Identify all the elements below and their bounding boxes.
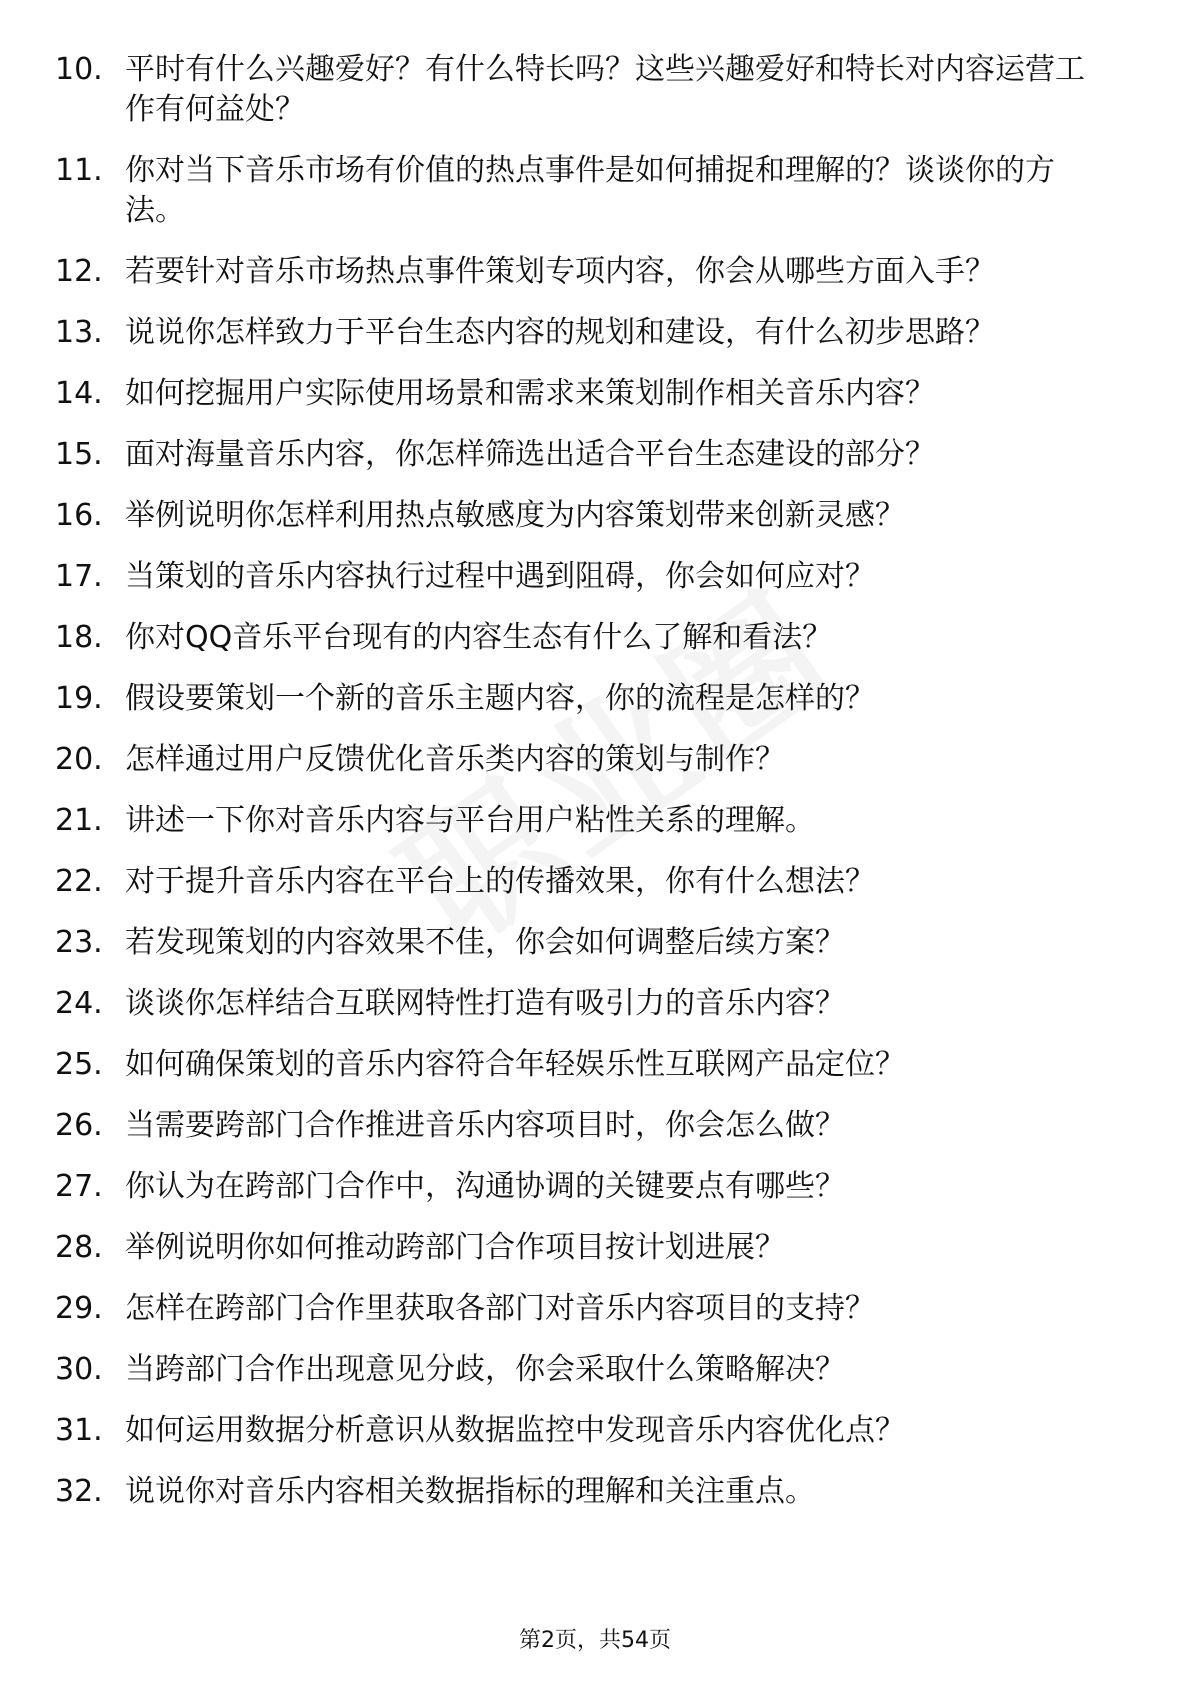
question-text: 如何运用数据分析意识从数据监控中发现音乐内容优化点？ bbox=[125, 1413, 905, 1448]
question-number: 17. bbox=[55, 559, 103, 594]
question-item bbox=[0, 151, 1190, 231]
question-number: 13. bbox=[55, 315, 103, 350]
question-item bbox=[0, 618, 1190, 658]
question-text: 说说你对音乐内容相关数据指标的理解和关注重点。 bbox=[125, 1474, 815, 1509]
question-number: 14. bbox=[55, 376, 103, 411]
question-text: 举例说明你怎样利用热点敏感度为内容策划带来创新灵感？ bbox=[125, 498, 905, 533]
question-number: 10. bbox=[55, 52, 103, 87]
question-number: 20. bbox=[55, 742, 103, 777]
question-text: 谈谈你怎样结合互联网特性打造有吸引力的音乐内容？ bbox=[125, 986, 845, 1021]
question-item bbox=[0, 1350, 1190, 1390]
question-item bbox=[0, 1411, 1190, 1451]
question-text: 你对QQ音乐平台现有的内容生态有什么了解和看法？ bbox=[125, 620, 833, 655]
question-item bbox=[0, 1167, 1190, 1207]
question-number: 15. bbox=[55, 437, 103, 472]
question-item bbox=[0, 740, 1190, 780]
question-list bbox=[0, 50, 1190, 1533]
question-text: 讲述一下你对音乐内容与平台用户粘性关系的理解。 bbox=[125, 803, 815, 838]
question-number: 12. bbox=[55, 254, 103, 289]
question-text: 假设要策划一个新的音乐主题内容，你的流程是怎样的？ bbox=[125, 681, 875, 716]
question-item bbox=[0, 862, 1190, 902]
question-number: 26. bbox=[55, 1108, 103, 1143]
question-item bbox=[0, 435, 1190, 475]
question-item bbox=[0, 923, 1190, 963]
question-item bbox=[0, 374, 1190, 414]
question-number: 30. bbox=[55, 1352, 103, 1387]
question-number: 11. bbox=[55, 153, 103, 188]
question-number: 31. bbox=[55, 1413, 103, 1448]
question-item bbox=[0, 557, 1190, 597]
question-text: 对于提升音乐内容在平台上的传播效果，你有什么想法？ bbox=[125, 864, 875, 899]
question-number: 22. bbox=[55, 864, 103, 899]
question-item bbox=[0, 252, 1190, 292]
question-item bbox=[0, 313, 1190, 353]
question-text: 举例说明你如何推动跨部门合作项目按计划进展？ bbox=[125, 1230, 785, 1265]
question-number: 18. bbox=[55, 620, 103, 655]
question-item bbox=[0, 1228, 1190, 1268]
question-number: 29. bbox=[55, 1291, 103, 1326]
question-item bbox=[0, 1472, 1190, 1512]
question-number: 19. bbox=[55, 681, 103, 716]
question-item bbox=[0, 50, 1190, 130]
question-text: 若发现策划的内容效果不佳，你会如何调整后续方案？ bbox=[125, 925, 845, 960]
question-text: 当需要跨部门合作推进音乐内容项目时，你会怎么做？ bbox=[125, 1108, 845, 1143]
page-footer: 第2页，共54页 bbox=[519, 1628, 671, 1653]
question-text: 若要针对音乐市场热点事件策划专项内容，你会从哪些方面入手？ bbox=[125, 254, 995, 289]
question-text: 说说你怎样致力于平台生态内容的规划和建设，有什么初步思路？ bbox=[125, 315, 995, 350]
question-number: 25. bbox=[55, 1047, 103, 1082]
question-text: 当跨部门合作出现意见分歧，你会采取什么策略解决？ bbox=[125, 1352, 845, 1387]
question-item bbox=[0, 801, 1190, 841]
question-item bbox=[0, 679, 1190, 719]
question-item bbox=[0, 984, 1190, 1024]
question-text: 怎样通过用户反馈优化音乐类内容的策划与制作？ bbox=[125, 742, 785, 777]
question-text: 面对海量音乐内容，你怎样筛选出适合平台生态建设的部分？ bbox=[125, 437, 935, 472]
question-text: 你对当下音乐市场有价值的热点事件是如何捕捉和理解的？谈谈你的方法。 bbox=[125, 153, 1055, 228]
question-item bbox=[0, 1045, 1190, 1085]
question-number: 16. bbox=[55, 498, 103, 533]
question-text: 如何确保策划的音乐内容符合年轻娱乐性互联网产品定位？ bbox=[125, 1047, 905, 1082]
question-number: 24. bbox=[55, 986, 103, 1021]
question-text: 当策划的音乐内容执行过程中遇到阻碍，你会如何应对？ bbox=[125, 559, 875, 594]
question-number: 32. bbox=[55, 1474, 103, 1509]
question-number: 21. bbox=[55, 803, 103, 838]
question-number: 23. bbox=[55, 925, 103, 960]
question-number: 27. bbox=[55, 1169, 103, 1204]
question-text: 怎样在跨部门合作里获取各部门对音乐内容项目的支持？ bbox=[125, 1291, 875, 1326]
question-item bbox=[0, 496, 1190, 536]
question-item bbox=[0, 1289, 1190, 1329]
question-text: 如何挖掘用户实际使用场景和需求来策划制作相关音乐内容？ bbox=[125, 376, 935, 411]
question-text: 你认为在跨部门合作中，沟通协调的关键要点有哪些？ bbox=[125, 1169, 845, 1204]
question-number: 28. bbox=[55, 1230, 103, 1265]
question-text: 平时有什么兴趣爱好？有什么特长吗？这些兴趣爱好和特长对内容运营工作有何益处？ bbox=[125, 52, 1085, 127]
question-item bbox=[0, 1106, 1190, 1146]
